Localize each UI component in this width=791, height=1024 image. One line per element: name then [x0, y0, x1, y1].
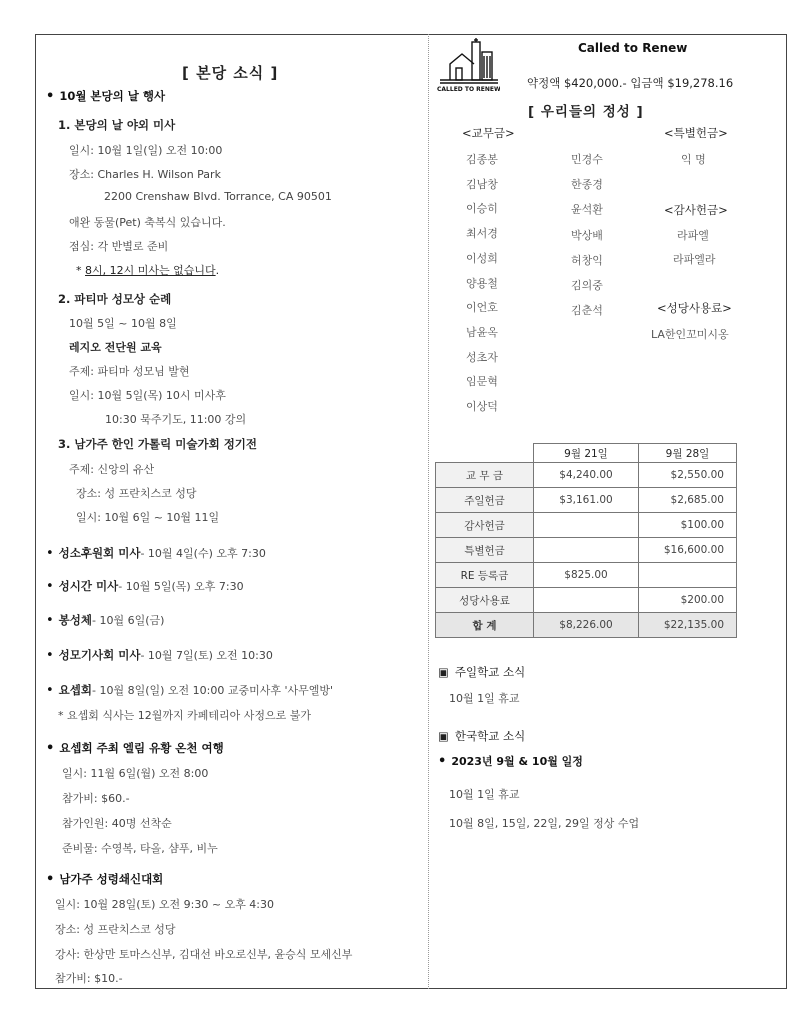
row-value-2: $2,550.00	[639, 463, 737, 488]
row-label: 감사헌금	[436, 513, 534, 538]
donor-name: 이승히	[466, 202, 498, 216]
row-value-2: $2,685.00	[639, 488, 737, 513]
row-value-1	[534, 538, 639, 563]
donor-name: 김의중	[571, 279, 603, 292]
no-mass-underlined: 8시, 12시 미사는 없습니다	[85, 264, 216, 277]
table-row	[436, 538, 737, 563]
bullet-militia-mass: • 성모기사회 미사- 10월 7일(토) 오전 10:30	[46, 647, 273, 663]
offerings-title: [ 우리들의 정성 ]	[528, 104, 644, 120]
category-facility-fee: <성당사용료>	[657, 301, 732, 315]
subsection-fatima: 2. 파티마 성모상 순례	[58, 292, 172, 306]
row-label: RE 등록금	[436, 563, 534, 588]
table-row	[436, 488, 737, 513]
row-label: 주일헌금	[436, 488, 534, 513]
conference-fee: 참가비: $10.-	[55, 972, 123, 985]
table-total-row	[436, 613, 737, 638]
campaign-amounts: 약정액 $420,000.- 입금액 $19,278.16	[527, 76, 734, 90]
trip-capacity: 참가인원: 40명 선착순	[62, 817, 172, 830]
fatima-schedule: 10:30 묵주기도, 11:00 강의	[105, 413, 247, 426]
no-mass-note: * 8시, 12시 미사는 없습니다.	[76, 264, 220, 277]
logo-text: CALLED TO RENEW	[437, 86, 500, 93]
fatima-theme: 주제: 파티마 성모님 발현	[69, 365, 190, 378]
facility-fee-donor: LA한인꼬미시옹	[651, 328, 729, 341]
donor-name: 민경수	[571, 153, 603, 166]
category-special-offering: <특별헌금>	[664, 126, 728, 140]
column-divider	[428, 34, 429, 989]
donor-name: 한종경	[571, 178, 603, 192]
bullet-joseph-society: • 요셉회- 10월 8일(일) 오전 10:00 교중미사후 '사무엘방'	[46, 682, 333, 698]
korean-school-header: ▣ 한국학교 소식	[438, 728, 525, 744]
pet-blessing-note: 애완 동물(Pet) 축복식 있습니다.	[69, 216, 226, 229]
korean-school-closed: 10월 1일 휴교	[449, 788, 520, 801]
conference-time: 일시: 10월 28일(토) 오전 9:30 ~ 오후 4:30	[55, 898, 275, 911]
donor-name: 임문혁	[466, 375, 498, 389]
table-header-empty	[436, 444, 534, 463]
row-value-2: $200.00	[639, 588, 737, 613]
legio-education: 레지오 전단원 교육	[69, 341, 162, 354]
sunday-school-header: ▣ 주일학교 소식	[438, 664, 525, 680]
donor-name: 허창익	[571, 253, 603, 267]
donor-name: 박상배	[571, 228, 603, 242]
row-value-2: $100.00	[639, 513, 737, 538]
donor-name: 김남창	[466, 177, 498, 191]
thanks-donor-2: 라파엘라	[673, 253, 716, 266]
donor-name: 윤석환	[571, 203, 603, 217]
korean-school-classes: 10월 8일, 15일, 22일, 29일 정상 수업	[449, 817, 640, 830]
korean-school-schedule: • 2023년 9월 & 10월 일정	[438, 753, 583, 769]
event-month-header: • 10월 본당의 날 행사	[46, 88, 165, 104]
bullet-hot-spring-trip: • 요셉회 주최 엘림 유황 온천 여행	[46, 740, 224, 756]
campaign-title: Called to Renew	[578, 41, 688, 55]
category-general-dues: <교무금>	[462, 126, 515, 140]
row-label: 성당사용료	[436, 588, 534, 613]
total-value-2: $22,135.00	[639, 613, 737, 638]
parish-news-title: [ 본당 소식 ]	[182, 64, 279, 82]
table-row	[436, 463, 737, 488]
trip-supplies: 준비물: 수영복, 타올, 샴푸, 비누	[62, 842, 218, 855]
row-value-1	[534, 513, 639, 538]
subsection-art-exhibition: 3. 남가주 한인 가톨릭 미술가회 정기전	[58, 437, 258, 451]
sunday-school-note: 10월 1일 휴교	[449, 692, 520, 705]
row-value-1	[534, 588, 639, 613]
row-value-2: $16,600.00	[639, 538, 737, 563]
donor-name: 이언호	[466, 301, 498, 315]
joseph-meal-note: * 요셉회 식사는 12월까지 카페테리아 사정으로 불가	[58, 709, 311, 722]
finance-table	[435, 443, 737, 638]
row-value-1: $825.00	[534, 563, 639, 588]
row-value-1: $3,161.00	[534, 488, 639, 513]
trip-fee: 참가비: $60.-	[62, 792, 130, 805]
row-value-1: $4,240.00	[534, 463, 639, 488]
row-value-2	[639, 563, 737, 588]
total-label: 합 계	[436, 613, 534, 638]
donor-name: 김춘석	[571, 304, 603, 318]
bullet-communion: • 봉성체- 10월 6일(금)	[46, 612, 164, 628]
conference-place: 장소: 성 프란치스코 성당	[55, 923, 176, 936]
table-row	[436, 513, 737, 538]
donor-name: 이상덕	[466, 400, 498, 413]
outdoor-mass-address: 2200 Crenshaw Blvd. Torrance, CA 90501	[104, 190, 332, 203]
lunch-note: 점심: 각 반별로 준비	[69, 240, 169, 253]
total-value-1: $8,226.00	[534, 613, 639, 638]
exhibition-dates: 일시: 10월 6일 ~ 10월 11일	[76, 511, 220, 524]
fatima-dates: 10월 5일 ~ 10월 8일	[69, 317, 177, 330]
bullet-vocation-mass: • 성소후원회 미사- 10월 4일(수) 오후 7:30	[46, 545, 266, 561]
donor-name: 이성희	[466, 251, 498, 265]
donor-name: 양용철	[466, 276, 498, 290]
row-label: 교 무 금	[436, 463, 534, 488]
row-label: 특별헌금	[436, 538, 534, 563]
table-row	[436, 563, 737, 588]
thanks-donor-1: 라파엘	[677, 229, 709, 242]
table-header-row	[436, 444, 737, 463]
subsection-outdoor-mass: 1. 본당의 날 야외 미사	[58, 118, 176, 132]
donor-name: 남윤옥	[466, 325, 498, 339]
donor-name: 성초자	[466, 350, 498, 364]
table-row	[436, 588, 737, 613]
called-to-renew-logo	[436, 38, 500, 94]
table-header-date-2: 9월 28일	[639, 444, 737, 463]
donor-name: 최서경	[466, 227, 498, 241]
donor-name: 김종봉	[466, 153, 498, 166]
trip-time: 일시: 11월 6일(월) 오전 8:00	[62, 767, 209, 780]
bullet-renewal-conference: • 남가주 성령쇄신대회	[46, 871, 163, 887]
special-offering-donor: 익 명	[681, 153, 706, 166]
outdoor-mass-place: 장소: Charles H. Wilson Park	[69, 168, 221, 181]
fatima-time: 일시: 10월 5일(목) 10시 미사후	[69, 389, 226, 402]
exhibition-theme: 주제: 신앙의 유산	[69, 463, 155, 476]
bullet-holy-hour: • 성시간 미사- 10월 5일(목) 오후 7:30	[46, 578, 244, 594]
table-header-date-1: 9월 21일	[534, 444, 639, 463]
exhibition-place: 장소: 성 프란치스코 성당	[76, 487, 197, 500]
category-thanks-offering: <감사헌금>	[664, 203, 728, 217]
outdoor-mass-time: 일시: 10월 1일(일) 오전 10:00	[69, 144, 223, 157]
conference-speakers: 강사: 한상만 토마스신부, 김대선 바오로신부, 윤승식 모세신부	[55, 948, 353, 961]
